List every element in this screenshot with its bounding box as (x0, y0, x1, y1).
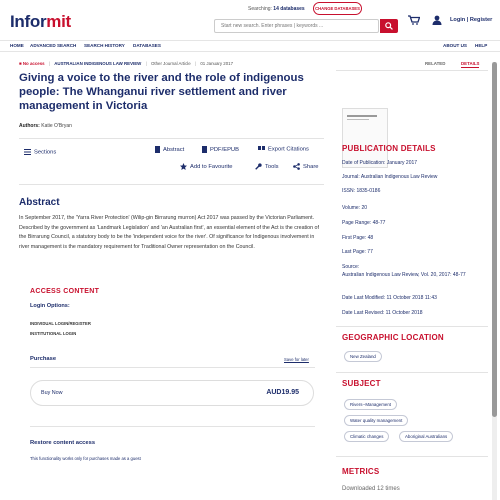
file-icon (202, 146, 207, 153)
search-input[interactable] (214, 19, 379, 33)
divider (19, 184, 324, 185)
article-meta: ■ No access | AUSTRALIAN INDIGENOUS LAW REVIEW | Other Journal Article | 01 January 2017 (19, 61, 234, 66)
buy-now-label: Buy Now (41, 390, 63, 396)
article-type: Other Journal Article (150, 61, 191, 66)
journal-link[interactable]: AUSTRALIAN INDIGENOUS LAW REVIEW (54, 61, 142, 66)
cart-icon[interactable] (408, 15, 420, 25)
top-header (0, 0, 500, 40)
login-register-link[interactable]: Login | Register (450, 17, 493, 23)
access-content-heading: ACCESS CONTENT (30, 288, 100, 295)
journal-cover-thumbnail[interactable] (342, 108, 388, 168)
download-count: Downloaded 12 times (342, 486, 400, 492)
searching-status: Searching: 14 databases (248, 6, 305, 12)
tab-related[interactable]: RELATED (425, 61, 446, 66)
restore-access-heading: Restore content access (30, 440, 96, 446)
detail-source-label: Source: (342, 264, 360, 270)
detail-last-modified: Date Last Modified: 11 October 2018 11:43 (342, 295, 437, 301)
abstract-text: In September 2017, the 'Yarra River Protection' (Wilip-gin Birrarung murron) Act 2017 was passed by the Victorian Parliament. Described by the government as 'Landmark Legislation' and 'an Australian first', an essential element of the Act is the creation of the Birrarung Council, a statutory body to be the 'independent voice for the river'. Of significance for Indigenous involvement in river management is the mandatory requirement for Traditional Owner representation on the Council. (19, 215, 319, 250)
institutional-login-link[interactable]: INSTITUTIONAL LOGIN (30, 331, 77, 336)
author-link[interactable]: Katie O'Bryan (41, 123, 72, 129)
pdf-epub-button[interactable]: PDF/EPUB (202, 146, 239, 153)
geo-tag-new-zealand[interactable]: New Zealand (344, 351, 382, 362)
nav-advanced-search[interactable]: ADVANCED SEARCH (30, 43, 77, 48)
divider (336, 70, 488, 71)
divider (336, 456, 488, 457)
nav-databases[interactable]: DATABASES (133, 43, 161, 48)
user-icon[interactable] (432, 15, 442, 25)
restore-note: This functionality works only for purchases made as a guest (30, 456, 141, 461)
quote-icon (258, 146, 265, 152)
sections-button[interactable]: Sections (24, 149, 56, 156)
share-button[interactable]: Share (293, 163, 318, 170)
detail-volume: Volume: 20 (342, 205, 368, 211)
nav-home[interactable]: HOME (10, 43, 24, 48)
detail-date: Date of Publication: January 2017 (342, 160, 418, 166)
detail-page-range: Page Range: 48-77 (342, 220, 386, 226)
wrench-icon (255, 163, 262, 170)
publication-details-heading: PUBLICATION DETAILS (342, 144, 436, 153)
login-options-heading: Login Options: (30, 303, 70, 309)
purchase-heading: Purchase (30, 356, 57, 362)
list-icon (24, 149, 31, 155)
divider (336, 372, 488, 373)
divider (30, 426, 315, 427)
search-icon (385, 22, 393, 30)
access-status: No access (22, 61, 45, 66)
share-icon (293, 163, 300, 170)
article-title: Giving a voice to the river and the role of indigenous people: The Whanganui river settlement and river management in Victoria (19, 72, 304, 112)
subject-heading: SUBJECT (342, 379, 381, 388)
article-date: 01 January 2017 (200, 61, 234, 66)
price: AUD19.95 (266, 389, 299, 396)
buy-now-option[interactable] (30, 380, 314, 406)
add-to-favourite-button[interactable]: Add to Favourite (180, 163, 233, 170)
authors: Authors: Katie O'Bryan (19, 123, 72, 129)
abstract-button[interactable]: Abstract (155, 146, 184, 153)
subject-tag[interactable]: Climatic changes (344, 431, 389, 442)
export-citations-button[interactable]: Export Citations (258, 146, 309, 153)
tab-details[interactable]: DETAILS (461, 61, 480, 66)
subject-tag[interactable]: Water quality management (344, 415, 408, 426)
individual-login-link[interactable]: INDIVIDUAL LOGIN/REGISTER (30, 321, 91, 326)
detail-first-page: First Page: 48 (342, 235, 374, 241)
metrics-heading: METRICS (342, 467, 380, 476)
nav-search-history[interactable]: SEARCH HISTORY (84, 43, 125, 48)
lock-icon: ■ (19, 61, 22, 66)
star-icon (180, 163, 187, 170)
divider (19, 138, 324, 139)
divider (336, 326, 488, 327)
detail-source-value: Australian Indigenous Law Review, Vol. 20, 2017: 48-77 (342, 272, 466, 278)
geographic-location-heading: GEOGRAPHIC LOCATION (342, 333, 444, 342)
change-databases-button[interactable]: CHANGE DATABASES (313, 2, 362, 15)
nav-about-us[interactable]: ABOUT US (443, 43, 467, 48)
divider (30, 367, 315, 368)
database-count: 14 databases (273, 6, 305, 12)
sidebar-scrollbar-thumb[interactable] (492, 62, 497, 417)
main-nav (0, 40, 500, 52)
abstract-heading: Abstract (19, 197, 60, 208)
document-icon (155, 146, 160, 153)
detail-journal: Journal: Australian Indigenous Law Review (342, 174, 438, 180)
save-for-later-link[interactable]: Save for later (284, 357, 309, 362)
detail-last-page: Last Page: 77 (342, 249, 373, 255)
detail-issn: ISSN: 1835-0186 (342, 188, 381, 194)
informit-logo[interactable]: Informit (10, 12, 71, 31)
subject-tag[interactable]: Aboriginal Australians (399, 431, 453, 442)
detail-last-revised: Date Last Revised: 11 October 2018 (342, 310, 423, 316)
search-button[interactable] (380, 19, 398, 33)
subject-tag[interactable]: Rivers--Management (344, 399, 397, 410)
nav-help[interactable]: HELP (475, 43, 488, 48)
tools-button[interactable]: Tools (255, 163, 279, 170)
